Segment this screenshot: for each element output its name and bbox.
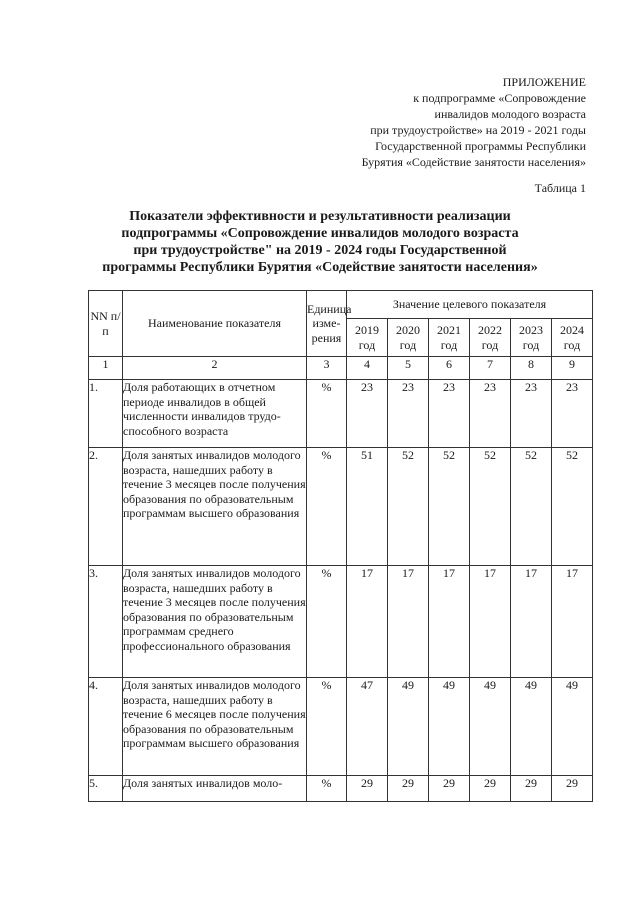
column-number: 6 [429, 357, 470, 380]
indicator-unit: % [307, 380, 347, 448]
title-line: подпрограммы «Сопровождение инвалидов молодого возраста [121, 226, 519, 241]
appendix-line: ПРИЛОЖЕНИЕ [502, 75, 586, 89]
indicators-table [88, 290, 593, 802]
indicator-value: 29 [552, 776, 593, 802]
indicator-value: 23 [511, 380, 552, 448]
indicator-name: Доля работающих в отчетном периоде инвалидов в общей численности инвалидов трудоспособного возраста [123, 380, 307, 448]
indicator-value: 23 [429, 380, 470, 448]
appendix-line: при трудоустройстве» на 2019 - 2021 годы [370, 123, 586, 137]
indicator-value: 29 [388, 776, 429, 802]
indicator-value: 52 [552, 448, 593, 566]
indicator-value: 47 [347, 678, 388, 776]
indicator-value: 49 [511, 678, 552, 776]
row-number: 2. [89, 448, 123, 566]
indicator-name: Доля занятых инвалидов молодого возраста, нашедших работу в течение 3 месяцев после получения образования по образовательным программам высшего образования [123, 448, 307, 566]
header-target-value: Значение целевого показателя [347, 291, 593, 319]
table-label: Таблица 1 [534, 181, 586, 195]
title-line: при трудоустройстве" на 2019 - 2024 годы Государственной [133, 243, 507, 258]
indicator-value: 52 [388, 448, 429, 566]
row-number: 5. [89, 776, 123, 802]
indicator-value: 23 [552, 380, 593, 448]
header-year: 2019 год [347, 319, 388, 357]
indicator-value: 23 [388, 380, 429, 448]
header-year: 2020 год [388, 319, 429, 357]
indicator-value: 29 [347, 776, 388, 802]
indicator-unit: % [307, 566, 347, 678]
indicator-unit: % [307, 678, 347, 776]
indicator-value: 52 [429, 448, 470, 566]
indicator-value: 23 [470, 380, 511, 448]
column-number: 7 [470, 357, 511, 380]
indicator-value: 17 [511, 566, 552, 678]
column-number: 9 [552, 357, 593, 380]
indicator-name: Доля занятых инвалидов моло- [123, 776, 307, 802]
column-number: 3 [307, 357, 347, 380]
indicators-table-wrap [88, 290, 593, 802]
indicator-unit: % [307, 776, 347, 802]
indicator-unit: % [307, 448, 347, 566]
indicator-value: 49 [429, 678, 470, 776]
indicator-value: 17 [429, 566, 470, 678]
column-number: 8 [511, 357, 552, 380]
indicator-value: 49 [470, 678, 511, 776]
row-number: 1. [89, 380, 123, 448]
header-name: Наименование показателя [123, 291, 307, 357]
appendix-line: инвалидов молодого возраста [434, 107, 586, 121]
title-line: Показатели эффективности и результативности реализации [129, 209, 511, 224]
column-number: 5 [388, 357, 429, 380]
indicator-value: 29 [470, 776, 511, 802]
header-year: 2021 год [429, 319, 470, 357]
table-row [89, 566, 593, 678]
header-year: 2022 год [470, 319, 511, 357]
column-number: 2 [123, 357, 307, 380]
column-numbers-row [89, 357, 593, 380]
header-nn: NN п/п [89, 291, 123, 357]
indicator-value: 17 [470, 566, 511, 678]
indicator-name: Доля занятых инвалидов молодого возраста, нашедших работу в течение 3 месяцев после получения образования по образовательным программам среднего профессионального образования [123, 566, 307, 678]
appendix-line: Бурятия «Содействие занятости населения» [361, 155, 586, 169]
indicator-value: 17 [552, 566, 593, 678]
column-number: 4 [347, 357, 388, 380]
indicator-value: 52 [470, 448, 511, 566]
indicator-value: 49 [388, 678, 429, 776]
appendix-header [266, 74, 586, 170]
indicator-value: 29 [429, 776, 470, 802]
header-unit: Единица измерения [307, 291, 347, 357]
document-title [90, 208, 550, 276]
indicator-value: 49 [552, 678, 593, 776]
row-number: 3. [89, 566, 123, 678]
indicator-name: Доля занятых инвалидов молодого возраста, нашедших работу в течение 6 месяцев после получения образования по образовательным программам высшего образования [123, 678, 307, 776]
indicator-value: 52 [511, 448, 552, 566]
title-line: программы Республики Бурятия «Содействие занятости населения» [102, 260, 538, 275]
indicator-value: 17 [388, 566, 429, 678]
table-row [89, 776, 593, 802]
appendix-line: к подпрограмме «Сопровождение [413, 91, 586, 105]
indicator-value: 51 [347, 448, 388, 566]
table-row [89, 678, 593, 776]
column-number: 1 [89, 357, 123, 380]
header-year: 2024 год [552, 319, 593, 357]
indicator-value: 29 [511, 776, 552, 802]
appendix-line: Государственной программы Республики [375, 139, 586, 153]
table-row [89, 448, 593, 566]
indicator-value: 23 [347, 380, 388, 448]
indicator-value: 17 [347, 566, 388, 678]
table-row [89, 380, 593, 448]
header-year: 2023 год [511, 319, 552, 357]
row-number: 4. [89, 678, 123, 776]
